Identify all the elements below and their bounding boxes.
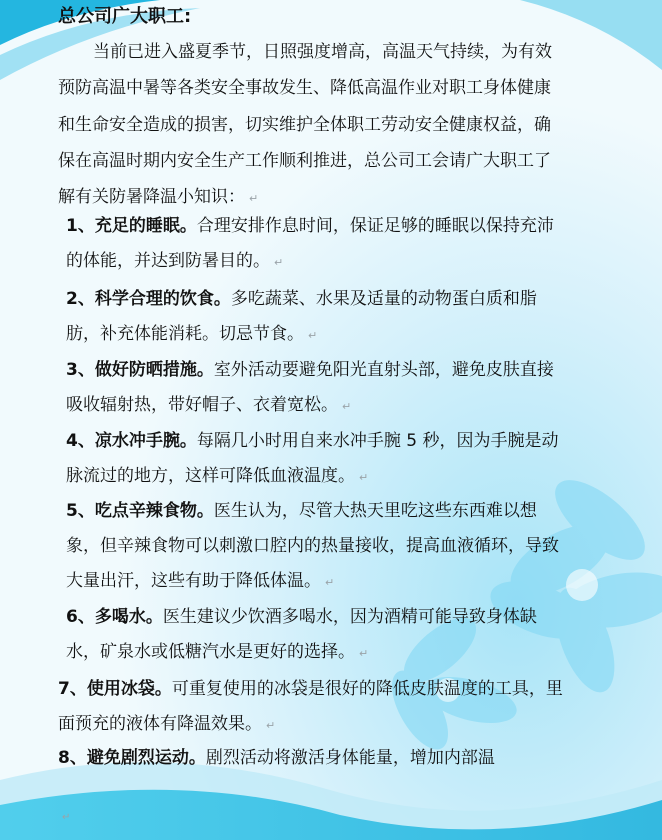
tip-heading: 3、做好防晒措施。 bbox=[66, 360, 214, 380]
tip-item-4 bbox=[66, 424, 566, 495]
tip-heading: 2、科学合理的饮食。 bbox=[66, 289, 231, 309]
tip-heading: 1、充足的睡眠。 bbox=[66, 216, 197, 236]
tip-item-5 bbox=[66, 494, 566, 600]
document-title: 总公司广大职工: bbox=[58, 6, 192, 27]
paragraph-mark-icon: ↵ bbox=[62, 812, 71, 823]
tip-heading: 4、凉水冲手腕。 bbox=[66, 431, 197, 451]
paragraph-mark-icon: ↵ bbox=[308, 329, 318, 342]
tip-item-8 bbox=[58, 741, 563, 776]
tip-text: 室外活动要避免阳光直射头部，避免皮肤直接吸收辐射热，带好帽子、衣着宽松。 bbox=[66, 360, 554, 415]
tip-text: 可重复使用的冰袋是很好的降低皮肤温度的工具，里面预充的液体有降温效果。 bbox=[58, 679, 563, 734]
paragraph-mark-icon: ↵ bbox=[249, 192, 259, 206]
paragraph-mark-icon: ↵ bbox=[342, 400, 352, 413]
tip-text: 医生建议少饮酒多喝水，因为酒精可能导致身体缺水，矿泉水或低糖汽水是更好的选择。 bbox=[66, 607, 537, 662]
tip-item-3 bbox=[66, 353, 566, 424]
tip-text: 剧烈活动将激活身体能量，增加内部温 bbox=[205, 748, 495, 768]
tip-text: 合理安排作息时间，保证足够的睡眠以保持充沛的体能，并达到防暑目的。 bbox=[66, 216, 554, 271]
tip-item-2 bbox=[66, 282, 566, 353]
tip-item-6 bbox=[66, 600, 566, 671]
intro-text: 当前已进入盛夏季节，日照强度增高，高温天气持续，为有效预防高温中暑等各类安全事故发生、降低高温作业对职工身体健康和生命安全造成的损害，切实维护全体职工劳动安全健康权益，确保在高温时期内安全生产工作顺利推进，总公司工会请广大职工了解有关防暑降温小知识： bbox=[58, 42, 552, 208]
intro-paragraph bbox=[58, 34, 558, 217]
tip-item-7 bbox=[58, 672, 563, 743]
tip-heading: 8、避免剧烈运动。 bbox=[58, 748, 206, 768]
tip-text: 多吃蔬菜、水果及适量的动物蛋白质和脂肪，补充体能消耗。切忌节食。 bbox=[66, 289, 537, 344]
tip-text: 每隔几小时用自来水冲手腕 5 秒，因为手腕是动脉流过的地方，这样可降低血液温度。 bbox=[66, 431, 559, 486]
tip-text: 医生认为，尽管大热天里吃这些东西难以想象，但辛辣食物可以刺激口腔内的热量接收，提高血液循环，导致大量出汗，这些有助于降低体温。 bbox=[66, 501, 559, 591]
paragraph-mark-icon: ↵ bbox=[325, 576, 335, 589]
tip-heading: 6、多喝水。 bbox=[66, 607, 163, 627]
paragraph-mark-icon: ↵ bbox=[359, 471, 369, 484]
tip-heading: 7、使用冰袋。 bbox=[58, 679, 172, 699]
paragraph-mark-icon: ↵ bbox=[274, 256, 284, 269]
paragraph-mark-icon: ↵ bbox=[266, 719, 276, 732]
tip-heading: 5、吃点辛辣食物。 bbox=[66, 501, 214, 521]
paragraph-mark-icon: ↵ bbox=[359, 647, 369, 660]
tip-item-1 bbox=[66, 209, 566, 280]
